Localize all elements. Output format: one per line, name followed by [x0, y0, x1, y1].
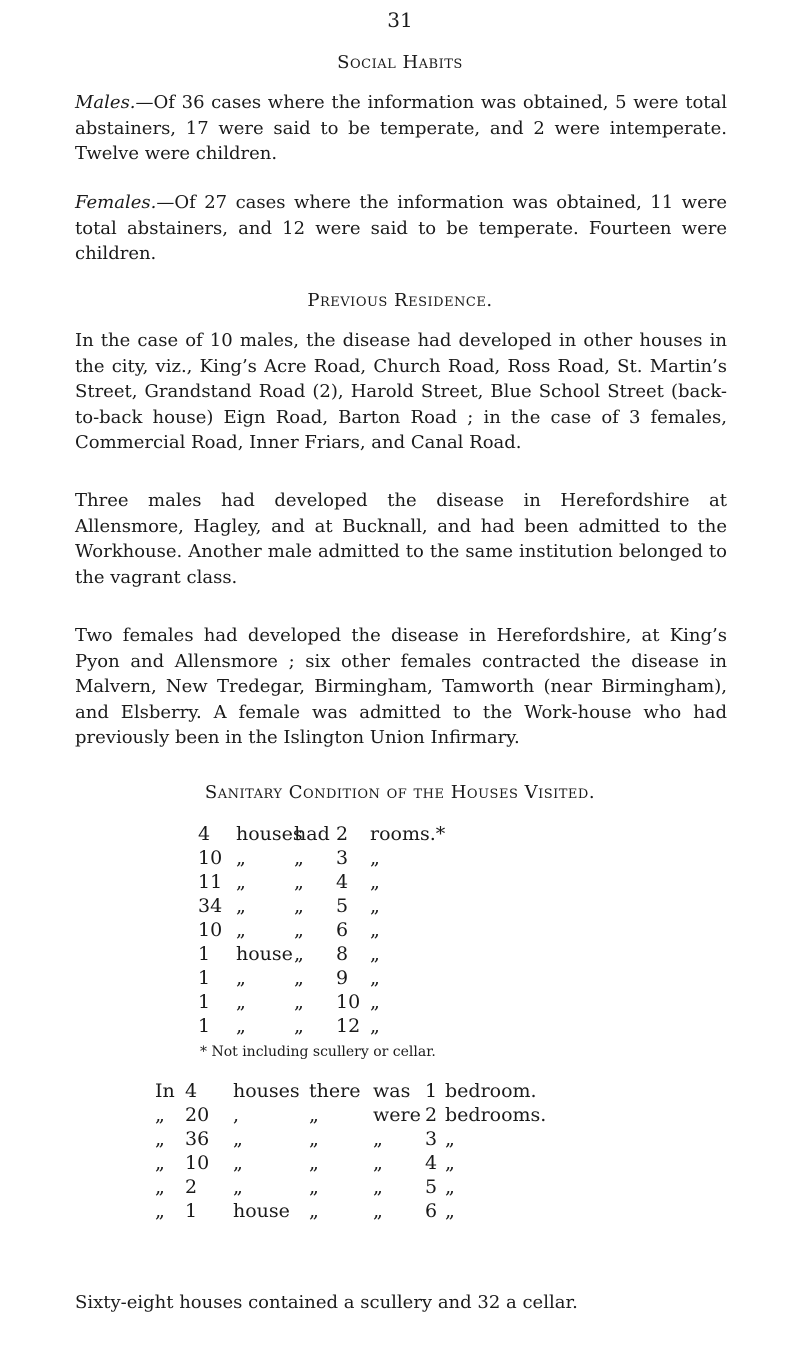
rooms-table-row [198, 942, 458, 966]
rooms-cell-noun: „ [236, 871, 246, 893]
males-text: —Of 36 cases where the information was obtained, 5 were total abstainers, 17 were said to be temperate, and 2 were intemperate. Twelve were children. [75, 92, 727, 164]
bedroom-cell-b: „ [373, 1128, 383, 1150]
bedroom-cell-unit: „ [445, 1176, 455, 1198]
rooms-cell-noun: houses [236, 823, 303, 845]
bedroom-cell-a: „ [309, 1200, 319, 1222]
rooms-cell-rooms: 12 [336, 1015, 361, 1037]
rooms-cell-noun: „ [236, 895, 246, 917]
bedroom-cell-b: „ [373, 1176, 383, 1198]
bedroom-cell-count: 2 [185, 1176, 198, 1198]
bedroom-cell-prefix: „ [155, 1152, 165, 1174]
bedroom-cell-noun: houses [233, 1080, 300, 1102]
bedroom-cell-prefix: „ [155, 1176, 165, 1198]
bedroom-cell-num: 3 [425, 1128, 438, 1150]
bedroom-table [155, 1079, 655, 1223]
rooms-cell-verb: „ [294, 871, 304, 893]
rooms-table-row [198, 1014, 458, 1038]
bedroom-cell-count: 36 [185, 1128, 210, 1150]
bedroom-cell-count: 1 [185, 1200, 198, 1222]
bedroom-cell-num: 1 [425, 1080, 438, 1102]
rooms-table [198, 822, 458, 1038]
bedroom-cell-unit: bedrooms. [445, 1104, 547, 1126]
bedroom-cell-b: was [373, 1080, 411, 1102]
paragraph-residence-males: Three males had developed the disease in Herefordshire at Allensmore, Hagley, and at Bucknall, and had been admitted to the Workhouse. Another male admitted to the same institution belonged to the vagrant class. [75, 490, 727, 588]
bedroom-cell-noun: „ [233, 1152, 243, 1174]
rooms-cell-verb: „ [294, 943, 304, 965]
rooms-cell-count: 10 [198, 847, 223, 869]
females-text: —Of 27 cases where the information was obtained, 11 were total abstainers, and 12 were said to be temperate. Fourteen were children. [75, 192, 727, 264]
bedroom-cell-a: „ [309, 1176, 319, 1198]
rooms-cell-unit: „ [370, 967, 380, 989]
rooms-cell-unit: „ [370, 847, 380, 869]
bedroom-cell-noun: „ [233, 1176, 243, 1198]
rooms-cell-unit: rooms.* [370, 823, 446, 845]
rooms-cell-rooms: 9 [336, 967, 349, 989]
males-lead: Males. [75, 92, 136, 113]
rooms-table-row [198, 918, 458, 942]
bedroom-cell-b: „ [373, 1152, 383, 1174]
bedroom-cell-prefix: „ [155, 1200, 165, 1222]
bedroom-cell-prefix: „ [155, 1128, 165, 1150]
rooms-cell-count: 1 [198, 1015, 211, 1037]
rooms-cell-rooms: 5 [336, 895, 349, 917]
bedroom-cell-prefix: „ [155, 1104, 165, 1126]
rooms-cell-unit: „ [370, 943, 380, 965]
rooms-cell-rooms: 6 [336, 919, 349, 941]
bedroom-cell-a: there [309, 1080, 361, 1102]
rooms-cell-noun: „ [236, 1015, 246, 1037]
rooms-cell-count: 11 [198, 871, 223, 893]
rooms-cell-rooms: 4 [336, 871, 349, 893]
rooms-cell-verb: „ [294, 967, 304, 989]
rooms-cell-count: 1 [198, 967, 211, 989]
bedroom-cell-unit: „ [445, 1152, 455, 1174]
bedroom-cell-num: 2 [425, 1104, 438, 1126]
bedroom-cell-num: 4 [425, 1152, 438, 1174]
paragraph-females [75, 190, 727, 267]
rooms-cell-noun: house [236, 943, 293, 965]
rooms-table-row [198, 894, 458, 918]
bedroom-cell-count: 20 [185, 1104, 210, 1126]
bedroom-cell-unit: „ [445, 1128, 455, 1150]
bedroom-cell-noun: house [233, 1200, 290, 1222]
bedroom-cell-unit: bedroom. [445, 1080, 537, 1102]
rooms-cell-rooms: 3 [336, 847, 349, 869]
bedroom-cell-unit: „ [445, 1200, 455, 1222]
bedroom-cell-a: „ [309, 1104, 319, 1126]
bedroom-cell-num: 6 [425, 1200, 438, 1222]
bedroom-cell-noun: , [233, 1104, 240, 1126]
rooms-cell-count: 1 [198, 991, 211, 1013]
section-heading-social-habits: Social Habits [337, 52, 463, 73]
bedroom-cell-b: were [373, 1104, 421, 1126]
rooms-cell-verb: had [294, 823, 330, 845]
rooms-table-row [198, 846, 458, 870]
paragraph-residence-city: In the case of 10 males, the disease had developed in other houses in the city, viz., King’s Acre Road, Church Road, Ross Road, St. Martin’s Street, Grandstand Road (2), Harold Street, Blue School Street (back-to-back house) Eign Road, Barton Road ; in the case of 3 females, Commercial Road, Inner Friars, and Canal Road. [75, 330, 727, 453]
paragraph-males [75, 90, 727, 167]
rooms-cell-count: 10 [198, 919, 223, 941]
bedroom-cell-count: 10 [185, 1152, 210, 1174]
rooms-cell-rooms: 8 [336, 943, 349, 965]
bedroom-cell-num: 5 [425, 1176, 438, 1198]
rooms-cell-noun: „ [236, 919, 246, 941]
rooms-cell-verb: „ [294, 895, 304, 917]
rooms-cell-count: 1 [198, 943, 211, 965]
bedroom-table-row [155, 1103, 655, 1127]
rooms-cell-verb: „ [294, 847, 304, 869]
bedroom-cell-a: „ [309, 1128, 319, 1150]
bedroom-cell-noun: „ [233, 1128, 243, 1150]
females-lead: Females. [75, 192, 157, 213]
section-heading-previous-residence: Previous Residence. [307, 290, 493, 311]
rooms-table-row [198, 870, 458, 894]
bedroom-table-row [155, 1199, 655, 1223]
bedroom-cell-prefix: In [155, 1080, 175, 1102]
rooms-cell-unit: „ [370, 919, 380, 941]
rooms-cell-rooms: 10 [336, 991, 361, 1013]
bedroom-cell-a: „ [309, 1152, 319, 1174]
rooms-cell-unit: „ [370, 991, 380, 1013]
rooms-cell-verb: „ [294, 919, 304, 941]
bedroom-table-row [155, 1175, 655, 1199]
rooms-cell-verb: „ [294, 1015, 304, 1037]
rooms-cell-count: 34 [198, 895, 223, 917]
rooms-cell-count: 4 [198, 823, 211, 845]
rooms-cell-unit: „ [370, 1015, 380, 1037]
rooms-cell-unit: „ [370, 871, 380, 893]
bedroom-cell-count: 4 [185, 1080, 198, 1102]
rooms-cell-noun: „ [236, 847, 246, 869]
rooms-table-row [198, 990, 458, 1014]
bedroom-cell-b: „ [373, 1200, 383, 1222]
rooms-table-row [198, 822, 458, 846]
section-heading-sanitary: Sanitary Condition of the Houses Visited. [204, 782, 596, 803]
rooms-table-row [198, 966, 458, 990]
closing-sentence: Sixty-eight houses contained a scullery and 32 a cellar. [75, 1292, 578, 1313]
paragraph-residence-females: Two females had developed the disease in Herefordshire, at King’s Pyon and Allensmore ; six other females contracted the disease in Malvern, New Tredegar, Birmingham, Tamworth (near Birmingham), and Elsberry. A female was admitted to the Work-house who had previously been in the Islington Union Infirmary. [75, 625, 727, 748]
rooms-cell-unit: „ [370, 895, 380, 917]
rooms-cell-rooms: 2 [336, 823, 349, 845]
rooms-cell-verb: „ [294, 991, 304, 1013]
rooms-cell-noun: „ [236, 967, 246, 989]
page-number: 31 [387, 8, 413, 32]
bedroom-table-row [155, 1151, 655, 1175]
footnote: * Not including scullery or cellar. [200, 1044, 436, 1060]
rooms-cell-noun: „ [236, 991, 246, 1013]
bedroom-table-row [155, 1079, 655, 1103]
bedroom-table-row [155, 1127, 655, 1151]
